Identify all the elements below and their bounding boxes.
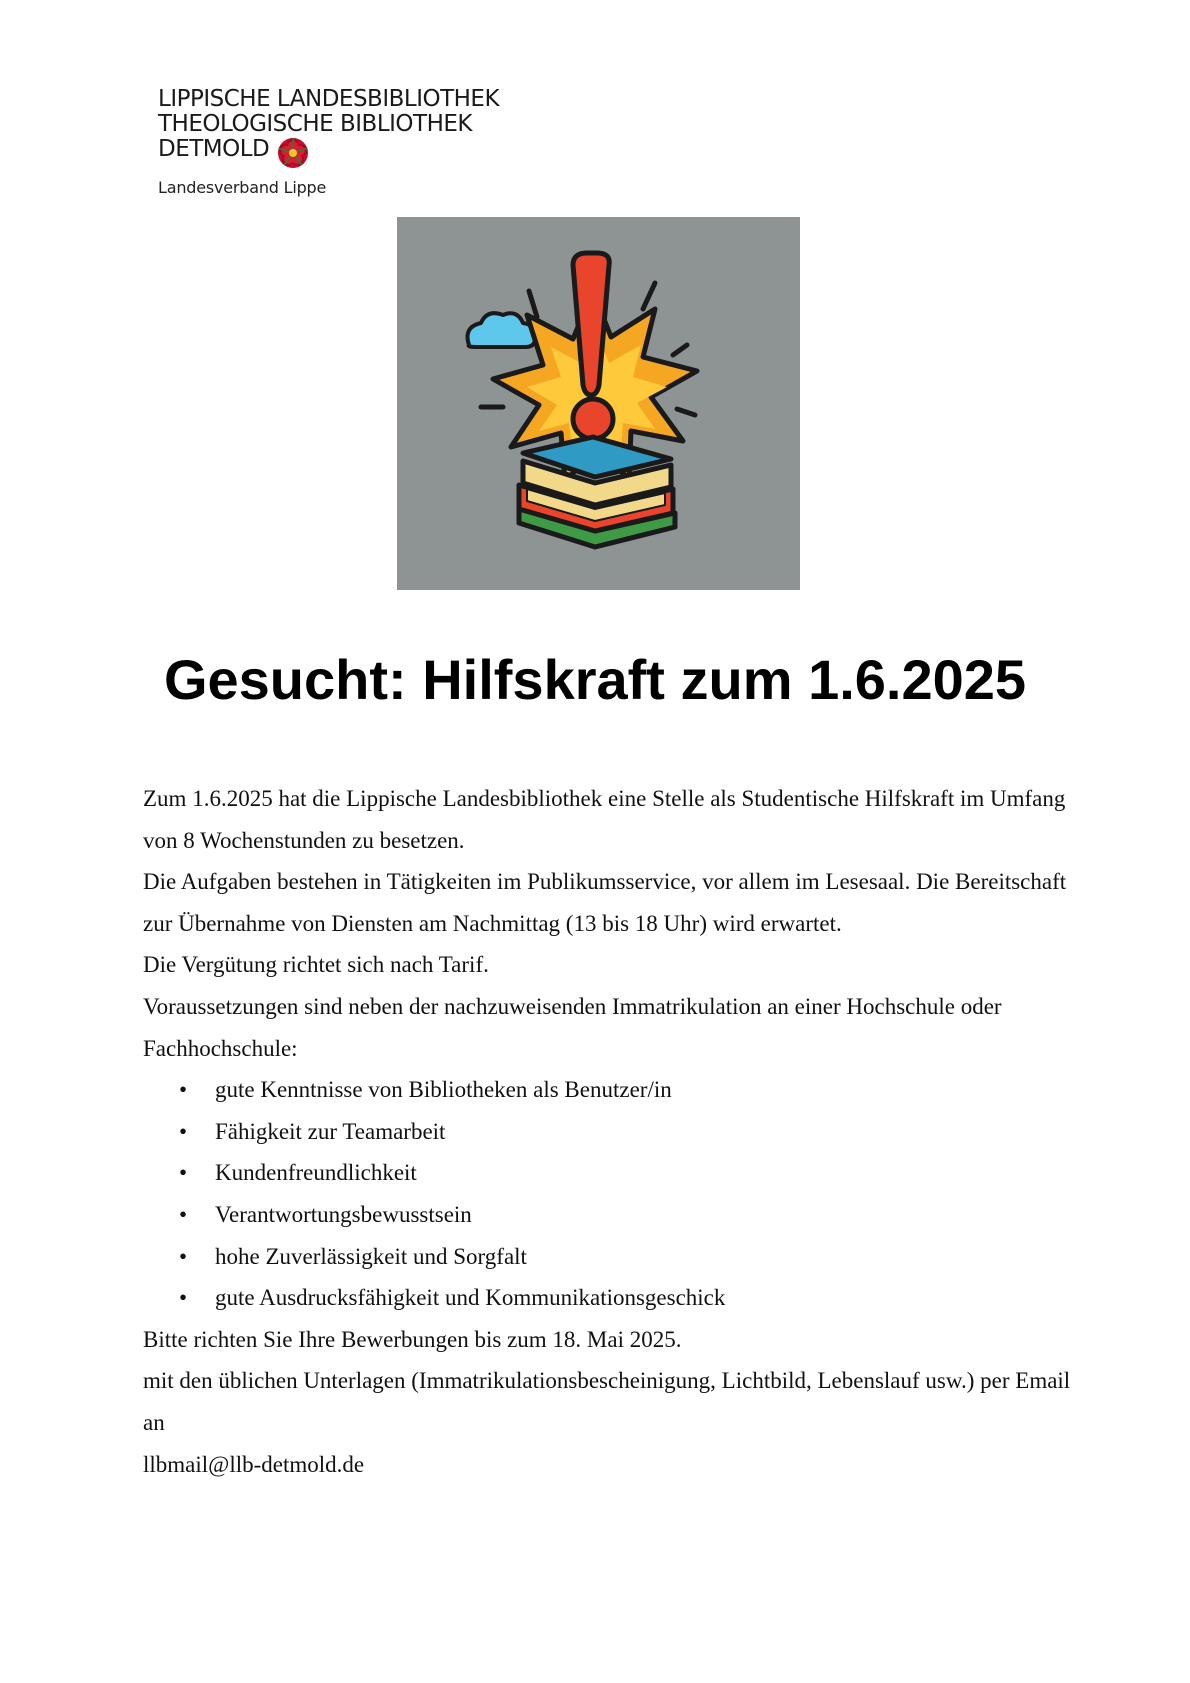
logo-line-theological: THEOLOGISCHE BIBLIOTHEK <box>158 111 472 137</box>
list-item: • gute Kenntnisse von Bibliotheken als Benutzer/in <box>215 1069 1083 1111</box>
requirements-intro: Voraussetzungen sind neben der nachzuweisenden Immatrikulation an einer Hochschule oder Fachhochschule: <box>143 993 1002 1061</box>
list-item: • Kundenfreundlichkeit <box>215 1152 1083 1194</box>
bullet-icon: • <box>179 1243 188 1269</box>
intro-paragraph: Zum 1.6.2025 hat die Lippische Landesbibliothek eine Stelle als Studentische Hilfskraft im Umfang von 8 Wochenstunden zu besetzen. <box>143 786 1066 853</box>
requirements-list <box>143 1069 1083 1319</box>
deadline-paragraph: Bitte richten Sie Ihre Bewerbungen bis zum 18. Mai 2025. <box>143 1326 682 1352</box>
exclamation-books-icon <box>397 217 800 590</box>
bullet-icon: • <box>179 1201 188 1227</box>
list-item: • hohe Zuverlässigkeit und Sorgfalt <box>215 1236 1083 1278</box>
list-item: • Fähigkeit zur Teamarbeit <box>215 1111 1083 1153</box>
logo-line-city: DETMOLD <box>158 136 270 162</box>
bullet-icon: • <box>179 1285 188 1311</box>
documents-paragraph: mit den üblichen Unterlagen (Immatrikulationsbescheinigung, Lichtbild, Lebenslauf usw.) per Email an <box>143 1368 1071 1435</box>
lippe-rose-icon <box>276 136 310 170</box>
logo-subline: Landesverband Lippe <box>158 178 327 197</box>
logo-line-library: LIPPISCHE LANDESBIBLIOTHEK <box>158 86 500 112</box>
library-logo <box>158 86 558 206</box>
bullet-icon: • <box>179 1160 188 1186</box>
list-item: • gute Ausdrucksfähigkeit und Kommunikationsgeschick <box>215 1277 1083 1319</box>
bullet-icon: • <box>179 1077 188 1103</box>
list-item: • Verantwortungsbewusstsein <box>215 1194 1083 1236</box>
exclamation-books-illustration <box>397 217 800 590</box>
salary-paragraph: Die Vergütung richtet sich nach Tarif. <box>143 952 489 978</box>
contact-email[interactable]: llbmail@llb-detmold.de <box>143 1451 365 1477</box>
bullet-icon: • <box>179 1118 188 1144</box>
page-headline: Gesucht: Hilfskraft zum 1.6.2025 <box>163 648 1027 711</box>
tasks-paragraph: Die Aufgaben bestehen in Tätigkeiten im Publikumsservice, vor allem im Lesesaal. Die Bereitschaft zur Übernahme von Diensten am Nachmittag (13 bis 18 Uhr) wird erwartet. <box>143 869 1067 936</box>
job-posting-body <box>143 778 1083 1485</box>
